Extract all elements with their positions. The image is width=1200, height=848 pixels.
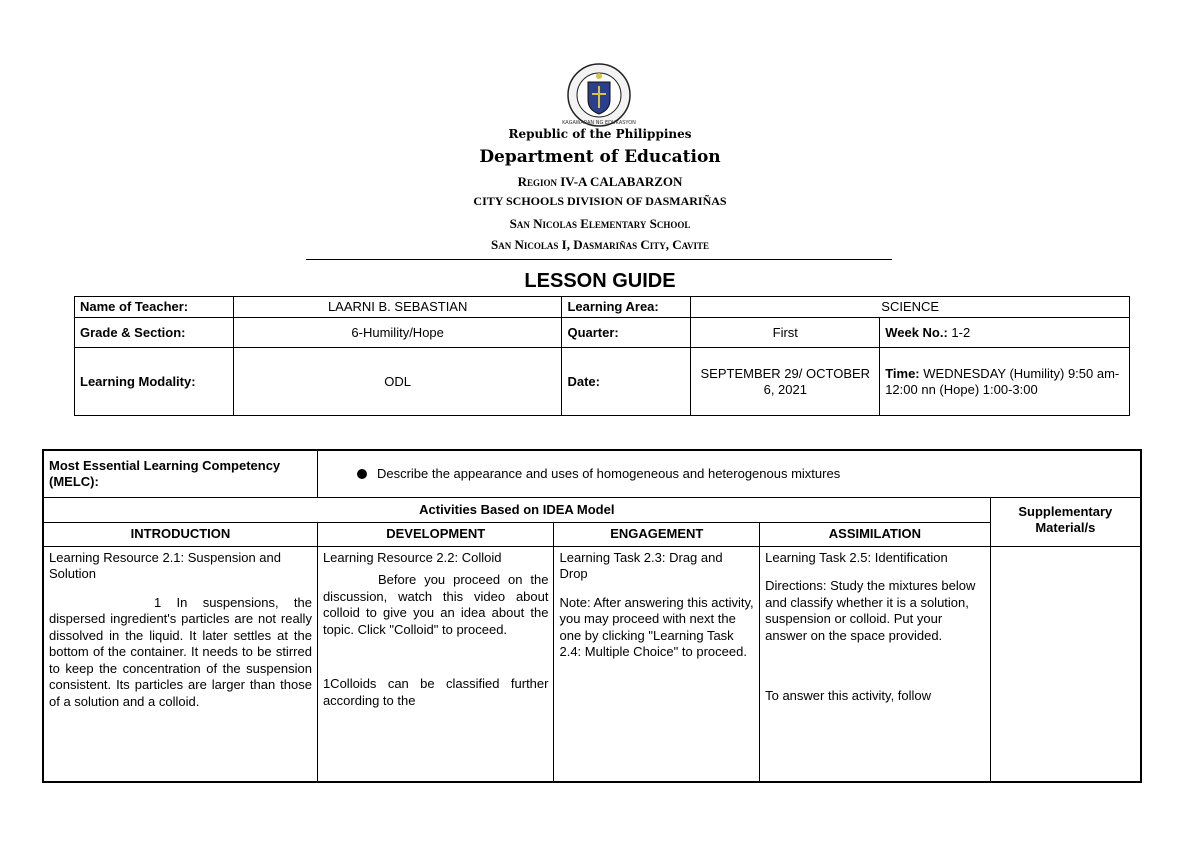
melc-text: Describe the appearance and uses of homogeneous and heterogenous mixtures bbox=[376, 465, 841, 481]
eng-note: Note: After answering this activity, you may proceed with next the one by clicking "Learning Task 2.4: Multiple Choice" to proceed. bbox=[559, 594, 754, 659]
engagement-cell bbox=[554, 546, 760, 782]
development-cell bbox=[317, 546, 554, 782]
assim-directions: Directions: Study the mixtures below and classify whether it is a solution, suspension or colloid. Put your answer on the space provided. bbox=[765, 578, 976, 643]
week-value: 1-2 bbox=[947, 324, 971, 340]
introduction-cell bbox=[43, 546, 317, 782]
supplementary-heading: Supplementary Material/s bbox=[990, 497, 1141, 546]
division-heading: CITY SCHOOLS DIVISION OF DASMARIÑAS bbox=[473, 194, 727, 208]
dev-title: Learning Resource 2.2: Colloid bbox=[322, 549, 502, 565]
time-value: WEDNESDAY (Humility) 9:50 am- 12:00 nn (Hope) 1:00-3:00 bbox=[885, 365, 1120, 397]
time-label: Time: bbox=[885, 365, 920, 381]
school-heading: San Nicolas Elementary School bbox=[509, 216, 691, 231]
melc-label: Most Essential Learning Competency (MELC): bbox=[43, 450, 317, 497]
department-heading: Department of Education bbox=[479, 147, 721, 167]
grade-label: Grade & Section: bbox=[75, 318, 234, 348]
col-engagement: ENGAGEMENT bbox=[554, 522, 760, 546]
col-introduction: INTRODUCTION bbox=[43, 522, 317, 546]
republic-heading: Republic of the Philippines bbox=[508, 127, 692, 141]
bullet-icon bbox=[357, 469, 367, 479]
modality-value: ODL bbox=[233, 348, 562, 416]
region-heading: Region IV-A CALABARZON bbox=[517, 174, 683, 189]
address-heading: San Nicolas I, Dasmariñas City, Cavite bbox=[491, 237, 709, 252]
grade-value: 6-Humility/Hope bbox=[233, 318, 562, 348]
week-cell bbox=[880, 318, 1130, 348]
page-title: LESSON GUIDE bbox=[524, 270, 676, 292]
dev-body2: 1Colloids can be classified further according to the bbox=[322, 676, 549, 708]
assimilation-cell bbox=[760, 546, 991, 782]
area-label: Learning Area: bbox=[562, 297, 691, 318]
week-label: Week No.: bbox=[885, 324, 948, 340]
supplementary-cell bbox=[990, 546, 1141, 782]
dev-body: Before you proceed on the discussion, watch this video about colloid to give you an idea about the topic. Click "Colloid" to proceed. bbox=[322, 572, 549, 637]
date-label: Date: bbox=[562, 348, 691, 416]
melc-cell bbox=[317, 450, 1141, 497]
modality-label: Learning Modality: bbox=[75, 348, 234, 416]
teacher-label: Name of Teacher: bbox=[75, 297, 234, 318]
info-table bbox=[74, 296, 1130, 416]
eng-title: Learning Task 2.3: Drag and Drop bbox=[559, 549, 723, 581]
seal-text: KAGAWARAN NG EDUKASYON bbox=[562, 120, 636, 126]
assim-title: Learning Task 2.5: Identification bbox=[765, 549, 948, 565]
quarter-value: First bbox=[691, 318, 880, 348]
header-divider bbox=[306, 259, 892, 260]
deped-seal bbox=[562, 62, 636, 128]
date-value: SEPTEMBER 29/ OCTOBER 6, 2021 bbox=[691, 348, 880, 416]
quarter-label: Quarter: bbox=[562, 318, 691, 348]
activities-heading: Activities Based on IDEA Model bbox=[43, 497, 990, 522]
intro-title: Learning Resource 2.1: Suspension and Solution bbox=[49, 549, 281, 581]
assim-follow: To answer this activity, follow bbox=[765, 688, 932, 703]
activities-table bbox=[42, 449, 1142, 783]
time-cell bbox=[880, 348, 1130, 416]
teacher-value: LAARNI B. SEBASTIAN bbox=[233, 297, 562, 318]
col-assimilation: ASSIMILATION bbox=[760, 522, 991, 546]
col-development: DEVELOPMENT bbox=[317, 522, 554, 546]
area-value: SCIENCE bbox=[691, 297, 1130, 318]
intro-body: 1 In suspensions, the dispersed ingredient's particles are not really dissolved in the liquid. It later settles at the bottom of the container. It needs to be stirred to keep the concentration of the suspension consistent. Its particles are larger than those of a solution and a colloid. bbox=[49, 594, 312, 709]
